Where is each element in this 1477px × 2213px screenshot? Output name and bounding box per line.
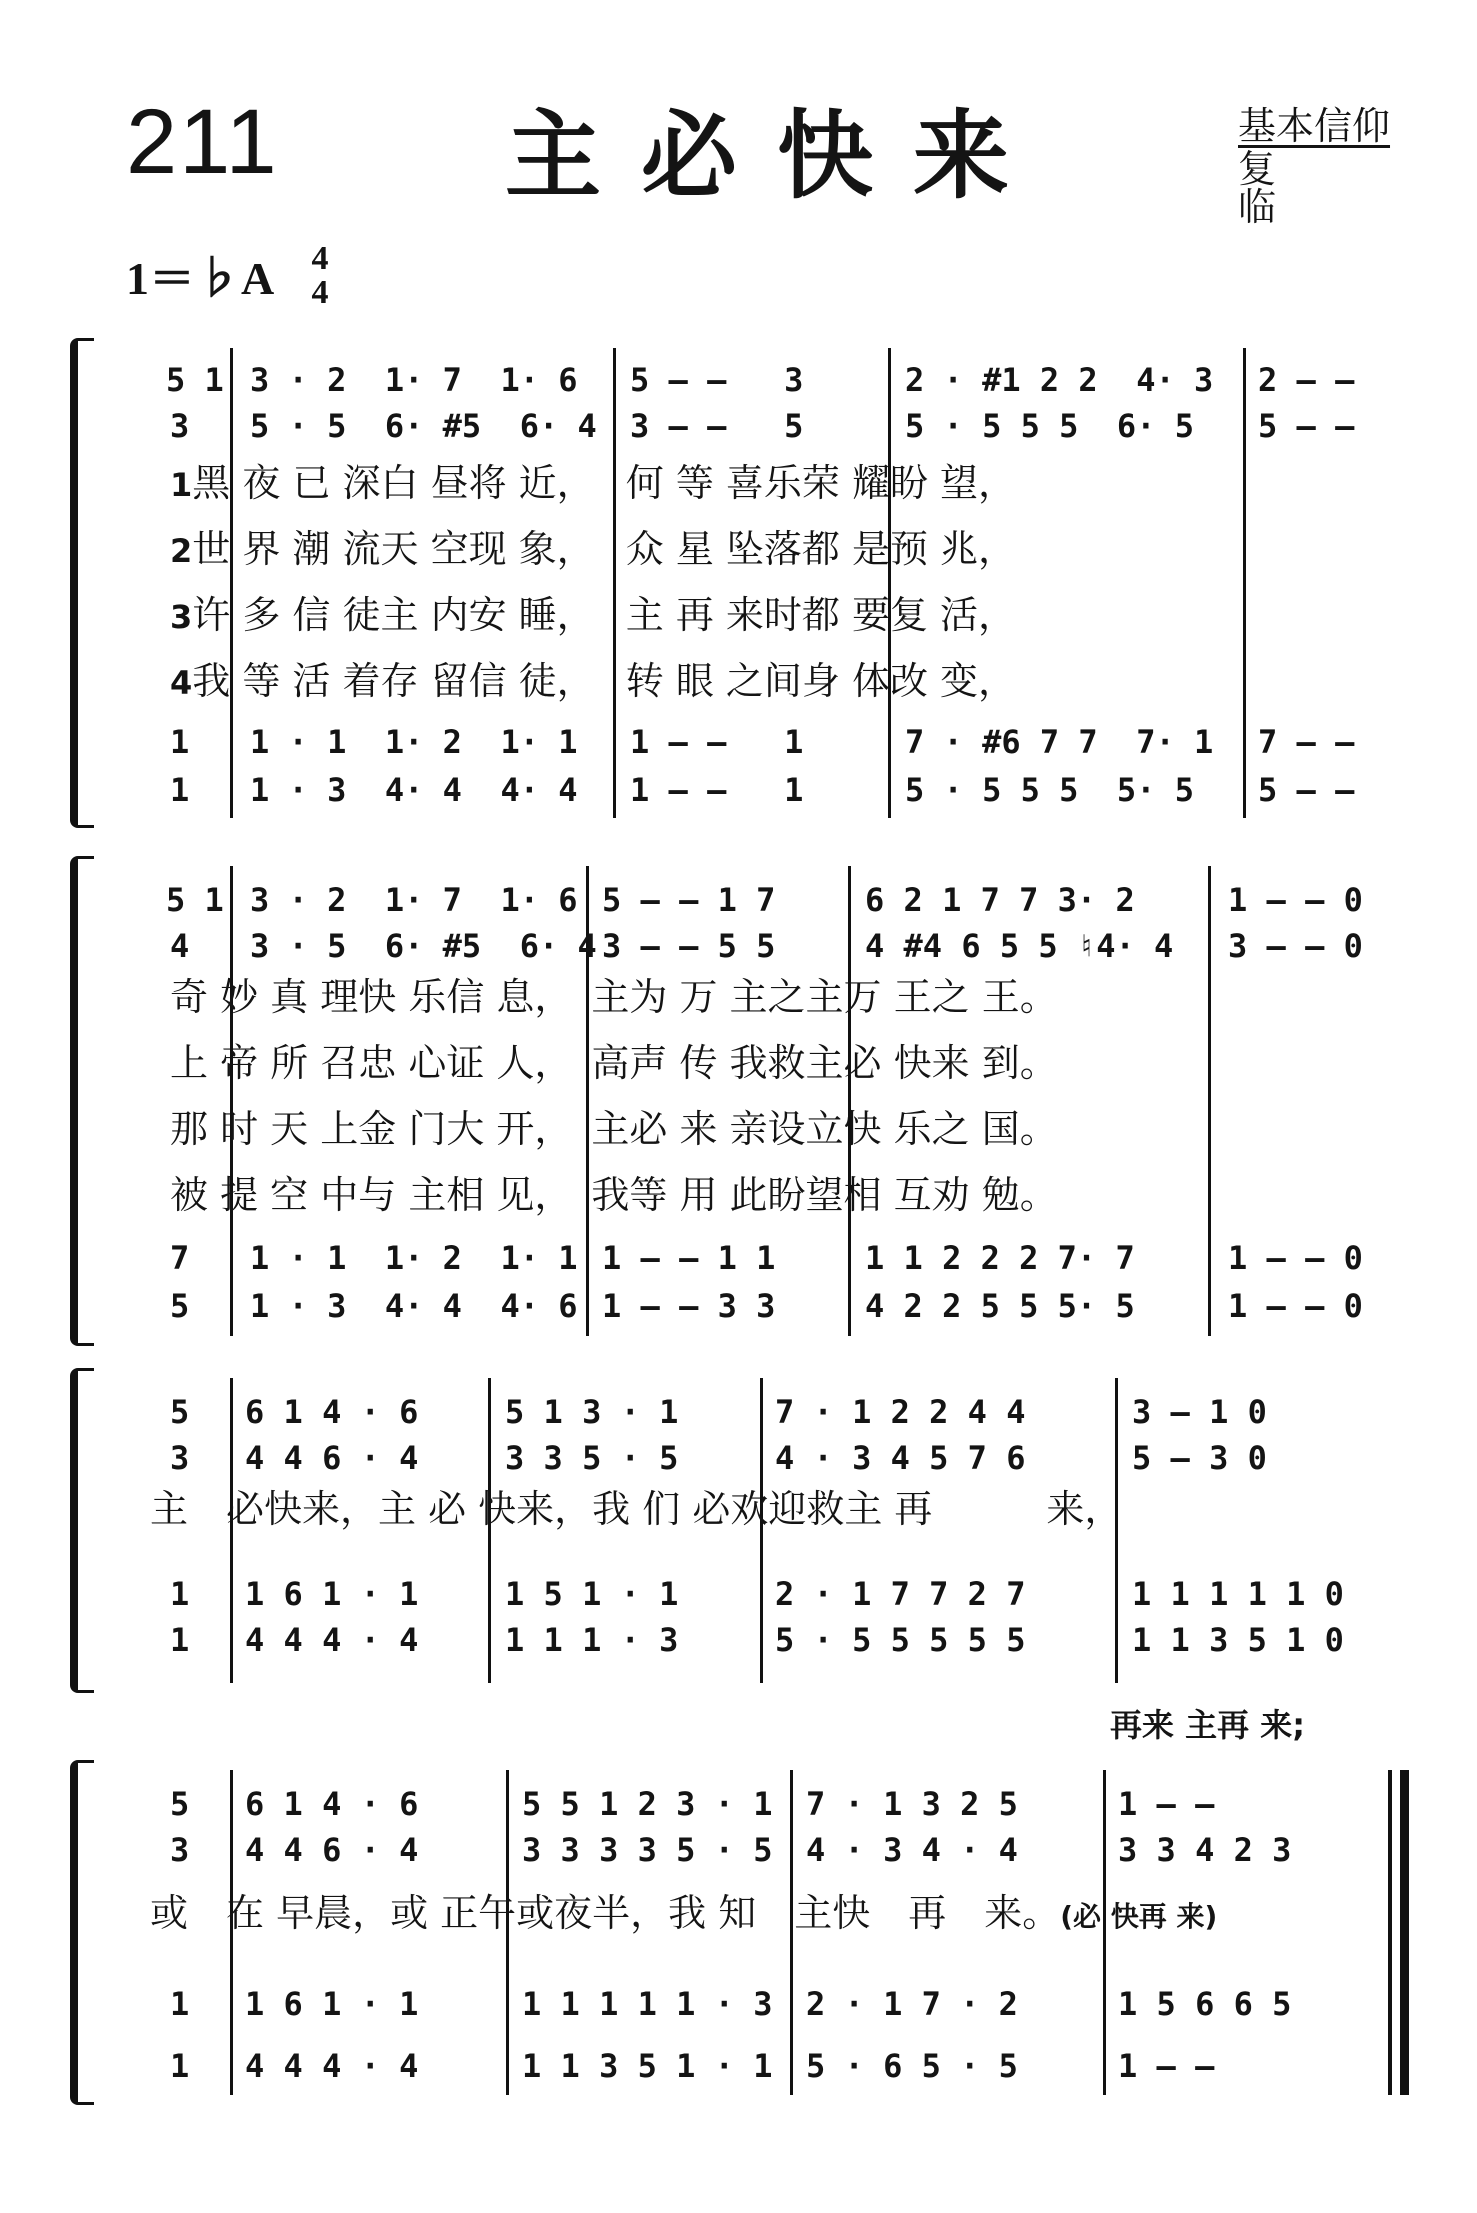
measure-notes: 3 · 2 1· 7 1· 6 bbox=[250, 881, 578, 919]
tenor-row bbox=[70, 720, 1410, 764]
measure-notes: 5 · 5 5 5 6· 5 bbox=[905, 407, 1194, 445]
measure-notes: 5 · 5 5 5 5· 5 bbox=[905, 771, 1194, 809]
measure-notes: 1 – – bbox=[1118, 2047, 1215, 2085]
lyric-text: 被 提 空 中与 主相 见， 我等 用 此盼望相 互劝 勉。 bbox=[170, 1173, 1058, 1217]
alto-row bbox=[70, 1828, 1410, 1872]
measure-notes: 3 · 2 1· 7 1· 6 bbox=[250, 361, 578, 399]
measure-notes: 3 – 1 0 bbox=[1132, 1393, 1267, 1431]
measure-notes: 1 1 3 5 1 · 1 bbox=[522, 2047, 773, 2085]
pickup-notes: 5 bbox=[170, 1287, 190, 1325]
lyric-text: 那 时 天 上金 门大 开， 主必 来 亲设立快 乐之 国。 bbox=[170, 1107, 1058, 1151]
time-signature-bottom: 4 bbox=[311, 274, 329, 311]
measure-notes: 1 – – 0 bbox=[1228, 1287, 1363, 1325]
pickup-notes: 1 bbox=[170, 2047, 190, 2085]
verse-number: 4 bbox=[170, 664, 193, 702]
alto-row bbox=[70, 1436, 1410, 1480]
alto-row bbox=[70, 404, 1410, 448]
time-signature bbox=[300, 242, 340, 310]
lyric-line-4 bbox=[170, 658, 1016, 706]
pickup-notes: 3 bbox=[170, 1439, 190, 1477]
lyric-line-3 bbox=[170, 592, 1016, 640]
lyric-text: 许 多 信 徒主 内安 睡， 主 再 来时都 要复 活， bbox=[192, 593, 1017, 637]
measure-notes: 4 4 4 · 4 bbox=[245, 1621, 419, 1659]
measure-notes: 3 – – 5 bbox=[630, 407, 804, 445]
lyric-line-3 bbox=[170, 1106, 1058, 1152]
measure-notes: 5 1 3 · 1 bbox=[505, 1393, 679, 1431]
lyric-text: 主 必快来，主 必 快来，我 们 必欢迎救主 再 来， bbox=[150, 1487, 1123, 1531]
verse-number: 2 bbox=[170, 532, 193, 570]
measure-notes: 1 1 1 1 1 0 bbox=[1132, 1575, 1344, 1613]
lyric-line-1 bbox=[150, 1890, 1217, 1940]
measure-notes: 1 5 6 6 5 bbox=[1118, 1985, 1292, 2023]
score-system-4 bbox=[70, 1760, 1410, 2105]
measure-notes: 6 2 1 7 7 3· 2 bbox=[865, 881, 1135, 919]
measure-notes: 5 · 5 6· #5 6· 4 bbox=[250, 407, 597, 445]
measure-notes: 5 – – 1 7 bbox=[602, 881, 776, 919]
pickup-notes: 3 bbox=[170, 1831, 190, 1869]
bass-row bbox=[70, 2044, 1410, 2088]
measure-notes: 5 · 5 5 5 5 5 bbox=[775, 1621, 1026, 1659]
soprano-row bbox=[70, 1782, 1410, 1826]
measure-notes: 5 – – 3 bbox=[630, 361, 804, 399]
measure-notes: 1 5 1 · 1 bbox=[505, 1575, 679, 1613]
measure-notes: 1 – – 3 3 bbox=[602, 1287, 776, 1325]
measure-notes: 5 – – bbox=[1258, 771, 1355, 809]
measure-notes: 1 1 3 5 1 0 bbox=[1132, 1621, 1344, 1659]
measure-notes: 1 – – 1 bbox=[630, 771, 804, 809]
lyric-text: 我 等 活 着存 留信 徒， 转 眼 之间身 体改 变， bbox=[192, 659, 1017, 703]
measure-notes: 1 – – 1 1 bbox=[602, 1239, 776, 1277]
measure-notes: 4 · 3 4 · 4 bbox=[806, 1831, 1018, 1869]
measure-notes: 7 · 1 3 2 5 bbox=[806, 1785, 1018, 1823]
echo-lyric-note: 再来 主再 来; bbox=[1110, 1706, 1306, 1744]
verse-number: 1 bbox=[170, 466, 193, 504]
lyric-line-1 bbox=[170, 460, 1016, 508]
lyric-line-2 bbox=[170, 1040, 1058, 1086]
measure-notes: 1 – – 1 bbox=[630, 723, 804, 761]
measure-notes: 3 3 5 · 5 bbox=[505, 1439, 679, 1477]
lyric-line-1 bbox=[170, 974, 1058, 1020]
measure-notes: 3 · 5 6· #5 6· 4 bbox=[250, 927, 597, 965]
measure-notes: 5 – 3 0 bbox=[1132, 1439, 1267, 1477]
measure-notes: 4 4 6 · 4 bbox=[245, 1831, 419, 1869]
pickup-notes: 5 bbox=[170, 1393, 190, 1431]
measure-notes: 1 – – 0 bbox=[1228, 881, 1363, 919]
lyric-text: 上 帝 所 召忠 心证 人， 高声 传 我救主必 快来 到。 bbox=[170, 1041, 1058, 1085]
pickup-notes: 1 bbox=[170, 723, 190, 761]
lyric-text: 奇 妙 真 理快 乐信 息， 主为 万 主之主万 王之 王。 bbox=[170, 975, 1058, 1019]
measure-notes: 4 4 6 · 4 bbox=[245, 1439, 419, 1477]
pickup-notes: 5 1 bbox=[166, 361, 224, 399]
measure-notes: 1 · 3 4· 4 4· 6 bbox=[250, 1287, 578, 1325]
pickup-notes: 4 bbox=[170, 927, 190, 965]
score-system-1 bbox=[70, 338, 1410, 828]
lyric-text: 世 界 潮 流天 空现 象， 众 星 坠落都 是预 兆， bbox=[192, 527, 1017, 571]
category-label: 基本信仰 bbox=[1238, 104, 1391, 148]
pickup-notes: 1 bbox=[170, 1621, 190, 1659]
lyric-text: 或 在 早晨，或 正午或夜半，我 知 主快 再 来。 bbox=[150, 1891, 1061, 1935]
score-system-3 bbox=[70, 1368, 1410, 1693]
measure-notes: 6 1 4 · 6 bbox=[245, 1393, 419, 1431]
measure-notes: 1 1 2 2 2 7· 7 bbox=[865, 1239, 1135, 1277]
soprano-row bbox=[70, 878, 1410, 922]
lyric-line-1 bbox=[150, 1486, 1122, 1532]
measure-notes: 7 · 1 2 2 4 4 bbox=[775, 1393, 1026, 1431]
measure-notes: 1 – – bbox=[1118, 1785, 1215, 1823]
alto-row bbox=[70, 924, 1410, 968]
measure-notes: 1 · 1 1· 2 1· 1 bbox=[250, 1239, 578, 1277]
bass-row bbox=[70, 1618, 1410, 1662]
bass-row bbox=[70, 768, 1410, 812]
measure-notes: 1 6 1 · 1 bbox=[245, 1985, 419, 2023]
tenor-row bbox=[70, 1236, 1410, 1280]
lyric-text: 黑 夜 已 深白 昼将 近， 何 等 喜乐荣 耀盼 望， bbox=[192, 461, 1017, 505]
pickup-notes: 7 bbox=[170, 1239, 190, 1277]
measure-notes: 1 · 3 4· 4 4· 4 bbox=[250, 771, 578, 809]
measure-notes: 2 · 1 7 · 2 bbox=[806, 1985, 1018, 2023]
measure-notes: 4 #4 6 5 5 ♮4· 4 bbox=[865, 927, 1174, 965]
measure-notes: 2 – – bbox=[1258, 361, 1355, 399]
measure-notes: 4 4 4 · 4 bbox=[245, 2047, 419, 2085]
measure-notes: 1 · 1 1· 2 1· 1 bbox=[250, 723, 578, 761]
measure-notes: 1 1 1 1 1 · 3 bbox=[522, 1985, 773, 2023]
hymn-title: 主必快来 bbox=[505, 100, 1049, 212]
verse-number: 3 bbox=[170, 598, 193, 636]
soprano-row bbox=[70, 358, 1410, 402]
lyric-line-4 bbox=[170, 1172, 1058, 1218]
measure-notes: 4 · 3 4 5 7 6 bbox=[775, 1439, 1026, 1477]
measure-notes: 7 · #6 7 7 7· 1 bbox=[905, 723, 1214, 761]
subcategory-label: 复 临 bbox=[1238, 147, 1431, 229]
soprano-row bbox=[70, 1390, 1410, 1434]
key-signature: 1＝♭A bbox=[126, 253, 275, 304]
pickup-notes: 5 bbox=[170, 1785, 190, 1823]
bass-row bbox=[70, 1284, 1410, 1328]
measure-notes: 1 1 1 · 3 bbox=[505, 1621, 679, 1659]
measure-notes: 3 – – 5 5 bbox=[602, 927, 776, 965]
measure-notes: 2 · #1 2 2 4· 3 bbox=[905, 361, 1214, 399]
measure-notes: 6 1 4 · 6 bbox=[245, 1785, 419, 1823]
pickup-notes: 1 bbox=[170, 1575, 190, 1613]
measure-notes: 7 – – bbox=[1258, 723, 1355, 761]
pickup-notes: 1 bbox=[170, 1985, 190, 2023]
measure-notes: 2 · 1 7 7 2 7 bbox=[775, 1575, 1026, 1613]
tenor-row bbox=[70, 1572, 1410, 1616]
pickup-notes: 3 bbox=[170, 407, 190, 445]
measure-notes: 3 3 3 3 5 · 5 bbox=[522, 1831, 773, 1869]
time-signature-top: 4 bbox=[311, 240, 329, 277]
measure-notes: 1 6 1 · 1 bbox=[245, 1575, 419, 1613]
measure-notes: 3 3 4 2 3 bbox=[1118, 1831, 1292, 1869]
echo-lyric: (必 快再 来) bbox=[1060, 1900, 1218, 1933]
measure-notes: 5 5 1 2 3 · 1 bbox=[522, 1785, 773, 1823]
tenor-row bbox=[70, 1982, 1410, 2026]
measure-notes: 4 2 2 5 5 5· 5 bbox=[865, 1287, 1135, 1325]
pickup-notes: 1 bbox=[170, 771, 190, 809]
hymn-number: 211 bbox=[126, 91, 279, 193]
pickup-notes: 5 1 bbox=[166, 881, 224, 919]
measure-notes: 5 – – bbox=[1258, 407, 1355, 445]
measure-notes: 5 · 6 5 · 5 bbox=[806, 2047, 1018, 2085]
score-system-2 bbox=[70, 856, 1410, 1346]
measure-notes: 1 – – 0 bbox=[1228, 1239, 1363, 1277]
lyric-line-2 bbox=[170, 526, 1016, 574]
measure-notes: 3 – – 0 bbox=[1228, 927, 1363, 965]
